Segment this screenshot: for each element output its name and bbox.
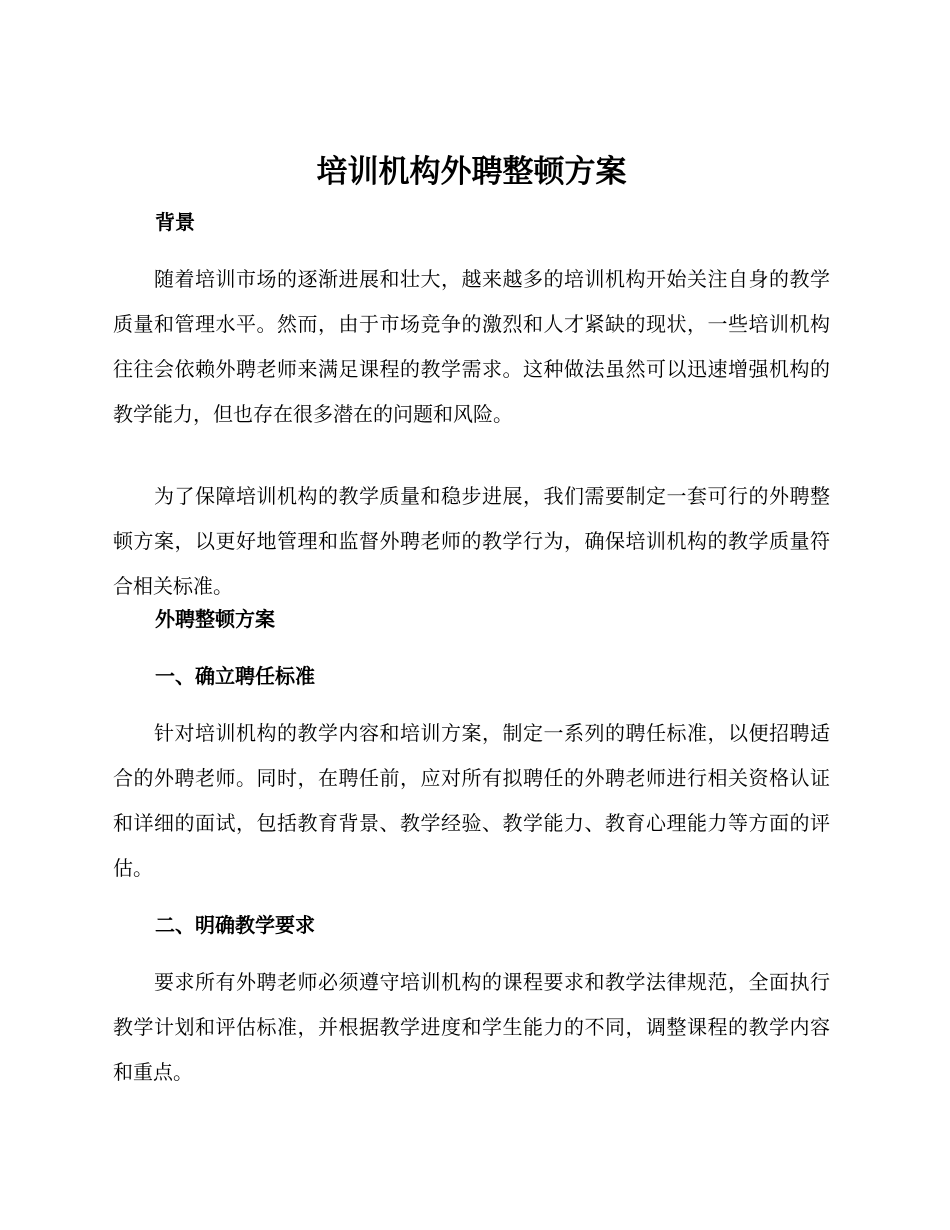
paragraph-background-2: 为了保障培训机构的教学质量和稳步进展，我们需要制定一套可行的外聘整顿方案，以更好地管理和监督外聘老师的教学行为，确保培训机构的教学质量符合相关标准。 <box>113 484 830 598</box>
section-heading-plan: 外聘整顿方案 <box>155 607 275 631</box>
section-heading-background: 背景 <box>155 210 195 234</box>
paragraph-item-1: 针对培训机构的教学内容和培训方案，制定一系列的聘任标准，以便招聘适合的外聘老师。同时，在聘任前，应对所有拟聘任的外聘老师进行相关资格认证和详细的面试，包括教育背景、教学经验、教学能力、教育心理能力等方面的评估。 <box>113 721 830 880</box>
paragraph-item-2: 要求所有外聘老师必须遵守培训机构的课程要求和教学法律规范，全面执行教学计划和评估标准，并根据教学进度和学生能力的不同，调整课程的教学内容和重点。 <box>113 970 830 1084</box>
subheading-item-2: 二、明确教学要求 <box>155 913 315 937</box>
subheading-item-1: 一、确立聘任标准 <box>155 664 315 688</box>
paragraph-background-1: 随着培训市场的逐渐进展和壮大，越来越多的培训机构开始关注自身的教学质量和管理水平。然而，由于市场竞争的激烈和人才紧缺的现状，一些培训机构往往会依赖外聘老师来满足课程的教学需求。这种做法虽然可以迅速增强机构的教学能力，但也存在很多潜在的问题和风险。 <box>113 267 830 426</box>
document-title: 培训机构外聘整顿方案 <box>316 154 627 190</box>
